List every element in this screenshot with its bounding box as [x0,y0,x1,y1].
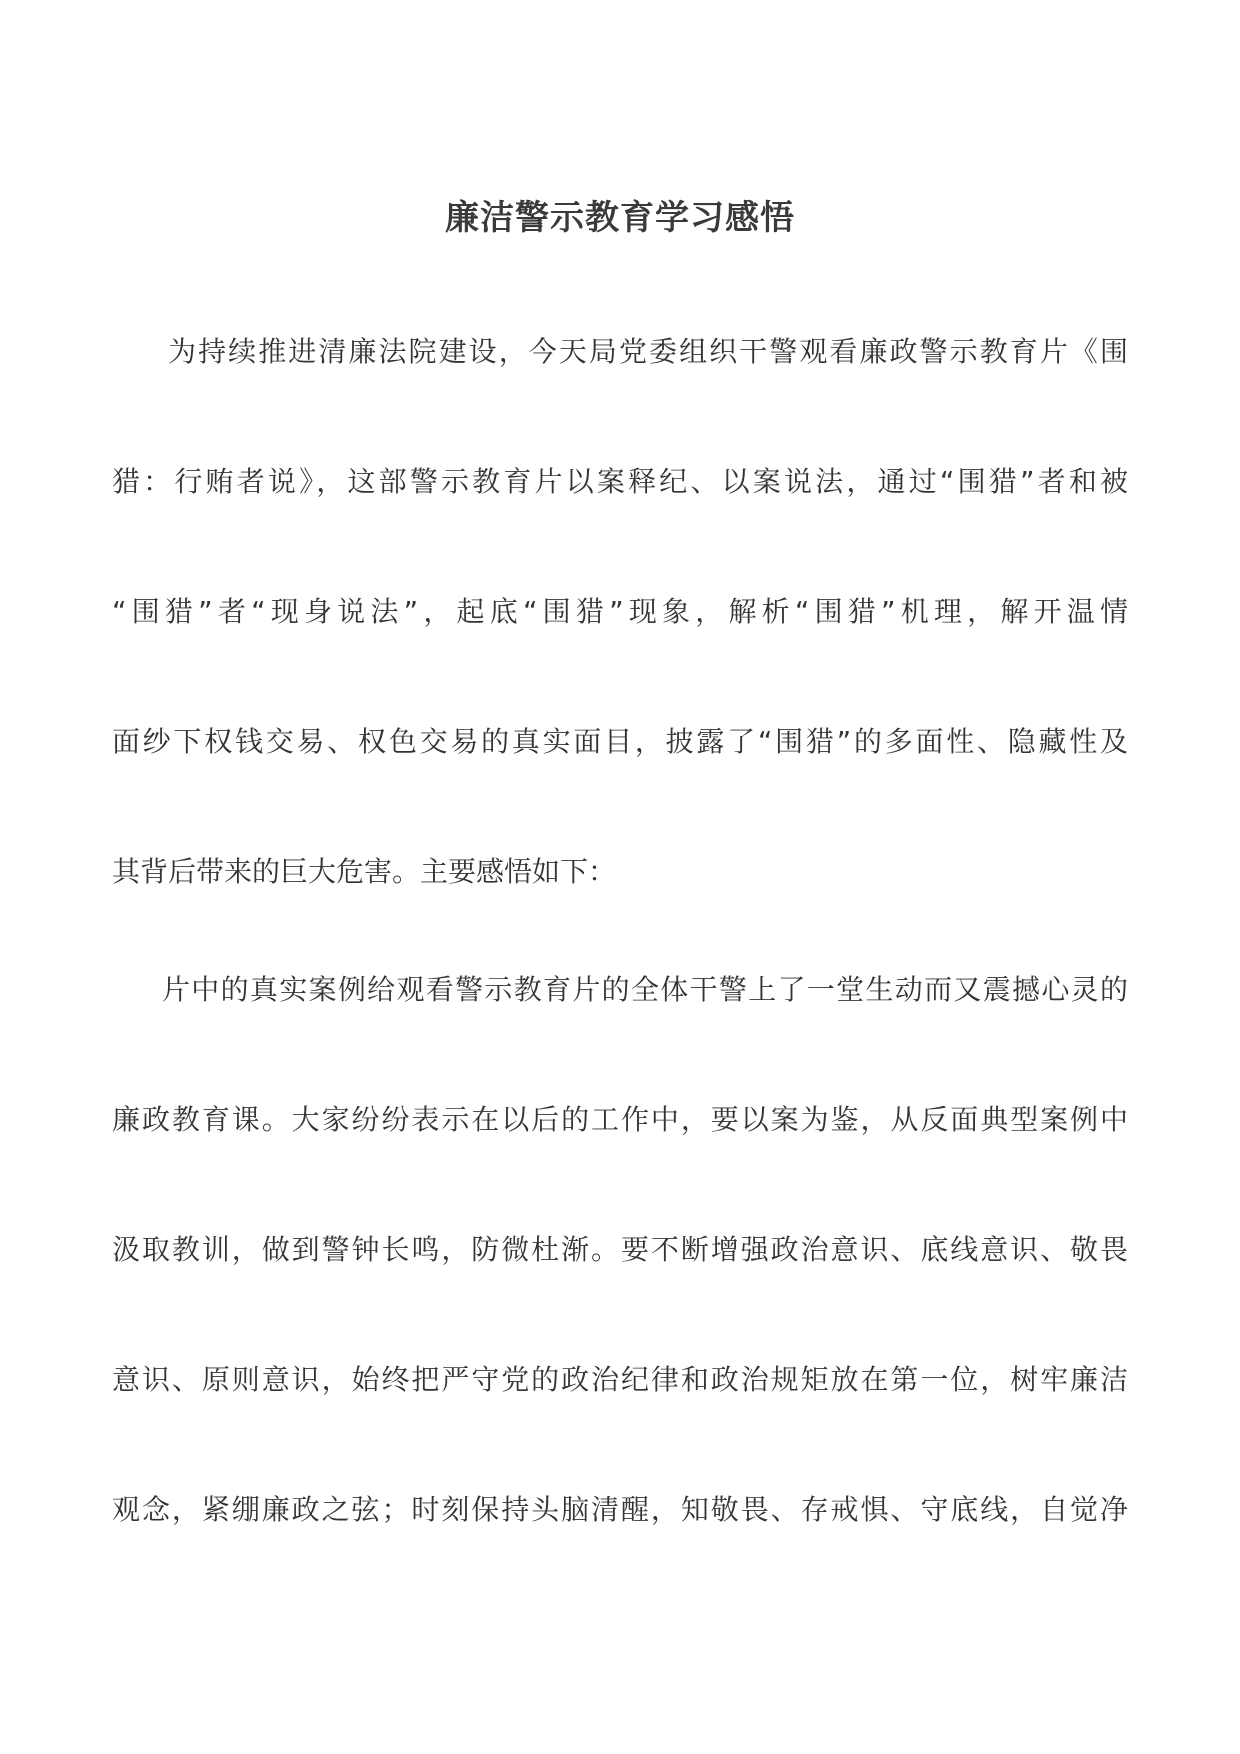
paragraph-1-line-4: 面纱下权钱交易、权色交易的真实面目，披露了“围猎”的多面性、隐藏性及 [112,725,1128,758]
paragraph-2-line-1: 片中的真实案例给观看警示教育片的全体干警上了一堂生动而又震撼心灵的 [162,973,1128,1006]
paragraph-1-line-2: 猎：行贿者说》，这部警示教育片以案释纪、以案说法，通过“围猎”者和被 [112,465,1128,498]
paragraph-1-line-1: 为持续推进清廉法院建设，今天局党委组织干警观看廉政警示教育片《围 [168,335,1128,368]
paragraph-2-line-3: 汲取教训，做到警钟长鸣，防微杜渐。要不断增强政治意识、底线意识、敬畏 [112,1233,1128,1266]
paragraph-1-line-3: “围猎”者“现身说法”，起底“围猎”现象，解析“围猎”机理，解开温情 [112,595,1128,628]
document-title: 廉洁警示教育学习感悟 [445,198,795,238]
paragraph-1-line-5: 其背后带来的巨大危害。主要感悟如下： [112,855,617,888]
paragraph-2-line-4: 意识、原则意识，始终把严守党的政治纪律和政治规矩放在第一位，树牢廉洁 [112,1363,1128,1396]
paragraph-2-line-5: 观念，紧绷廉政之弦；时刻保持头脑清醒，知敬畏、存戒惧、守底线，自觉净 [112,1493,1128,1526]
paragraph-2-line-2: 廉政教育课。大家纷纷表示在以后的工作中，要以案为鉴，从反面典型案例中 [112,1103,1128,1136]
